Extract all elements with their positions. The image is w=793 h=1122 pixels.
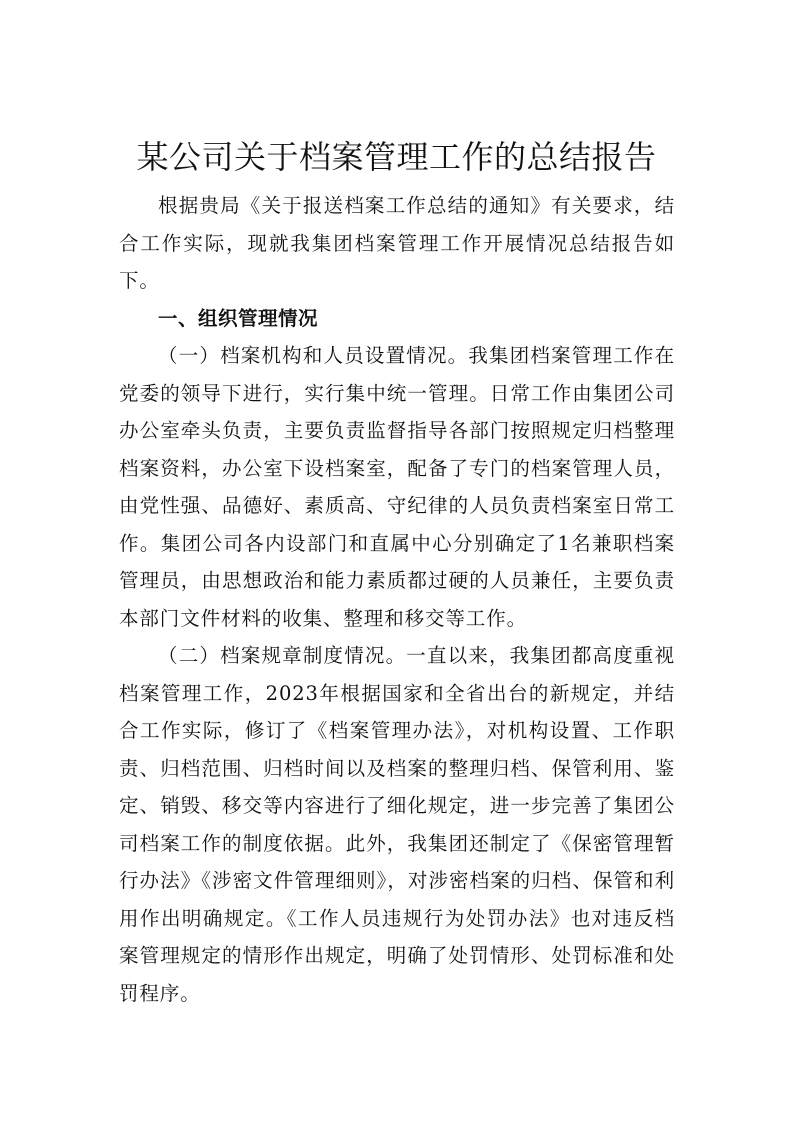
document-body [119, 187, 675, 1012]
subsection-paragraph-2 [119, 637, 675, 1012]
subsection-text-1: 我集团档案管理工作在党委的领导下进行，实行集中统一管理。日常工作由集团公司办公室牵头负责，主要负责监督指导各部门按照规定归档整理档案资料，办公室下设档案室，配备了专门的档案管理人员，由党性强、品德好、素质高、守纪律的人员负责档案室日常工作。集团公司各内设部门和直属中心分别确定了1名兼职档案管理员，由思想政治和能力素质都过硬的人员兼任，主要负责本部门文件材料的收集、整理和移交等工作。 [119, 344, 675, 630]
subsection-lead-1: （一）档案机构和人员设置情况。 [158, 344, 469, 367]
intro-paragraph: 根据贵局《关于报送档案工作总结的通知》有关要求，结合工作实际，现就我集团档案管理工作开展情况总结报告如下。 [119, 194, 675, 292]
subsection-paragraph-1 [119, 337, 675, 637]
section-heading: 一、组织管理情况 [158, 306, 319, 330]
subsection-text-2: 一直以来，我集团都高度重视档案管理工作，2023年根据国家和全省出台的新规定，并结合工作实际，修订了《档案管理办法》，对机构设置、工作职责、归档范围、归档时间以及档案的整理归档、保管利用、鉴定、销毁、移交等内容进行了细化规定，进一步完善了集团公司档案工作的制度依据。此外，我集团还制定了《保密管理暂行办法》《涉密文件管理细则》，对涉密档案的归档、保管和利用作出明确规定。《工作人员违规行为处罚办法》也对违反档案管理规定的情形作出规定，明确了处罚情形、处罚标准和处罚程序。 [119, 644, 675, 1005]
document-title: 某公司关于档案管理工作的总结报告 [136, 138, 657, 176]
subsection-lead-2: （二）档案规章制度情况。 [158, 644, 407, 667]
